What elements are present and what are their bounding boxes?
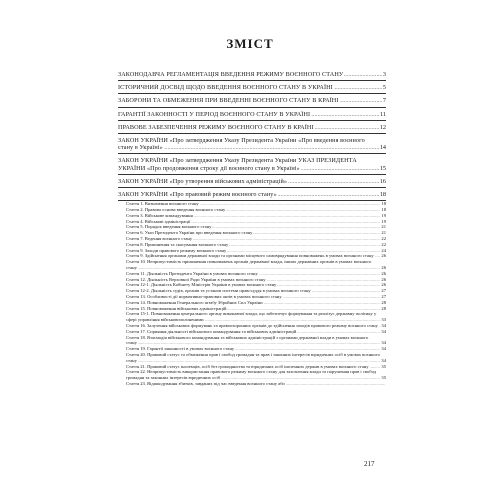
toc-entry-label (118, 191, 379, 198)
toc-entry-page: 26 (381, 276, 386, 282)
toc-entry-page: 26 (381, 270, 386, 276)
toc-entry-page: 15 (379, 164, 386, 172)
toc-entry-text: Стаття 20. Правовий статус та обмеження прав і свобод громадян та прав і законних інтересів юридичних осіб в умовах воєнного стану (126, 351, 380, 363)
toc-entry-label (118, 137, 379, 151)
toc-entry-text: Стаття 10. Неприпустимість припинення повноважень органів державної влади, інших державних органів в умовах воєнного стану (126, 259, 372, 270)
toc-entry-label (118, 111, 379, 118)
toc-section-entry (118, 94, 386, 107)
toc-entry-page: 21 (381, 224, 386, 230)
toc-section-entry (118, 175, 386, 188)
toc-entry-text: Стаття 12-2. Діяльність судів, органів та установ системи правосуддя в умовах воєнного стану (126, 288, 311, 294)
toc-entry-page: 21 (381, 230, 386, 236)
toc-entry-label (118, 124, 379, 131)
toc-entry-label (126, 335, 380, 347)
toc-entry-text: Стаття 17. Сприяння діяльності військового командування та військових адміністрацій (126, 328, 297, 334)
toc-entry-text: Стаття 18. Взаємодія військового командування та військових адміністрацій з органами державної влади в умовах воєнного стану (126, 334, 369, 346)
toc-entry-label (126, 259, 380, 271)
toc-article-entry (118, 381, 386, 387)
toc-article-entry (118, 311, 386, 323)
toc-entry-text: Стаття 7. Ведення воєнного стану (126, 236, 193, 242)
toc-section-entry (118, 68, 386, 81)
toc-entry-text: Стаття 11. Діяльність Президента України в умовах воєнного стану (126, 270, 258, 276)
toc-section-entry (118, 108, 386, 121)
toc-entry-text: Стаття 5. Порядок введення воєнного стану (126, 224, 212, 230)
toc-entry-text: ЗАКОН УКРАЇНИ «Про правовий режим воєнного стану» (118, 191, 277, 199)
toc-article-entry (118, 369, 386, 381)
toc-entry-label (118, 71, 382, 78)
toc-entry-text: Стаття 6. Указ Президента України про введення воєнного стану (126, 230, 253, 236)
toc-entry-text: ЗАБОРОНИ ТА ОБМЕЖЕННЯ ПРИ ВВЕДЕННІ ВОЄННОГО СТАНУ В КРАЇНІ (118, 97, 339, 105)
page-title: ЗМІСТ (226, 36, 274, 51)
toc-entry-text: Стаття 12-1. Діяльність Кабінету Міністрів України в умовах воєнного стану (126, 282, 277, 288)
toc-entry-page: 16 (379, 177, 386, 185)
toc-entry-text: Стаття 22. Неприпустимість використання правового режиму воєнного стану для захоплення влади та порушення прав і свобод громадян та законних інтересів юридичних осіб (126, 369, 377, 381)
page-number: 217 (364, 460, 375, 468)
toc-entry-page: 34 (381, 322, 386, 328)
toc-entry-label (126, 381, 385, 387)
toc-entry-text: ЗАКОН УКРАЇНИ «Про утворення військових адміністрацій» (118, 177, 288, 185)
toc-section-entry (118, 81, 386, 94)
toc-entry-text: Стаття 8. Припинення та скасування воєнного стану (126, 241, 229, 247)
toc-entry-page: 3 (382, 71, 386, 78)
toc-entry-text: ПРАВОВЕ ЗАБЕЗПЕЧЕННЯ РЕЖИМУ ВОЄННОГО СТАНУ В КРАЇНІ (118, 123, 314, 131)
toc-entry-page: 11 (380, 110, 386, 118)
toc-entry-page: 33 (381, 317, 386, 323)
toc-entry-page: 22 (381, 241, 386, 247)
table-of-contents (118, 68, 386, 387)
toc-entry-text: Стаття 15-1. Повноваження центрального органу виконавчої влади, що забезпечує формування та реалізує державну політику у сфері управління військовополоненими (126, 311, 377, 323)
toc-entry-text: Стаття 2. Правова основа введення воєнного стану (126, 207, 226, 213)
toc-section-entry (118, 121, 386, 134)
toc-entry-page: 19 (381, 212, 386, 218)
toc-article-entry (118, 352, 386, 364)
toc-entry-page: 34 (381, 346, 386, 352)
toc-entry-page: 26 (381, 253, 386, 259)
toc-article-entry (118, 259, 386, 271)
toc-entry-text: Стаття 9. Заходи правового режиму воєнного стану (126, 247, 227, 253)
toc-entry-text: Стаття 19. Гарантії законності в умовах воєнного стану (126, 346, 235, 352)
toc-entry-text: ІСТОРИЧНИЙ ДОСВІД ЩОДО ВВЕДЕННЯ ВОЄННОГО СТАНУ В УКРАЇНІ (118, 84, 333, 92)
toc-entry-label (118, 97, 382, 104)
toc-entry-text: Стаття 15. Повноваження військових адміністрацій (126, 305, 227, 311)
toc-entry-page: 5 (382, 84, 386, 92)
toc-entry-page: 34 (381, 340, 386, 346)
toc-entry-page: 26 (381, 265, 386, 270)
toc-entry-text: ЗАКОН УКРАЇНИ «Про затвердження Указу Президента України «Про введення воєнного стану в Україні» (118, 137, 365, 152)
toc-entry-label (126, 323, 380, 329)
toc-article-entry (118, 323, 386, 329)
toc-entry-page: 27 (381, 288, 386, 294)
toc-entry-label (118, 178, 379, 185)
toc-entry-page: 34 (381, 328, 386, 334)
toc-entry-page: 27 (381, 293, 386, 299)
toc-entry-text: Стаття 12. Діяльність Верховної Ради України в умовах воєнного стану (126, 276, 266, 282)
toc-entry-text: Стаття 1. Визначення воєнного стану (126, 201, 199, 207)
toc-entry-text: Стаття 3. Військове командування (126, 212, 193, 218)
toc-entry-page: 12 (379, 123, 386, 131)
toc-entry-page: 18 (381, 207, 386, 213)
toc-entry-label (126, 369, 380, 381)
toc-entry-label (126, 352, 380, 364)
toc-section-entry (118, 154, 386, 174)
toc-entry-text: Стаття 4. Військові адміністрації (126, 218, 191, 224)
toc-entry-page: 7 (382, 97, 386, 105)
toc-entry-page: 35 (381, 375, 386, 381)
toc-entry-label (126, 311, 380, 323)
toc-entry-page: 34 (381, 357, 386, 363)
toc-entry-page: 35 (381, 363, 386, 369)
toc-entry-page: 26 (381, 282, 386, 288)
toc-section-entry (118, 188, 386, 201)
toc-entry-text: Стаття 16. Залучення військових формувань та правоохоронних органів до здійснення заходів правового режиму воєнного стану (126, 322, 378, 328)
toc-entry-page: 28 (381, 299, 386, 305)
toc-entry-page: 28 (381, 305, 386, 311)
toc-entry-text: Стаття 14. Повноваження Генерального штабу Збройних Сил України (126, 299, 263, 305)
toc-entry-page: 18 (381, 201, 386, 207)
toc-entry-text: ЗАКОН УКРАЇНИ «Про затвердження Указу Президента України УКАЗ ПРЕЗИДЕНТА УКРАЇНИ «Про продовження строку дії воєнного стану в Україні» (118, 157, 357, 172)
toc-entry-page: 18 (379, 191, 386, 199)
toc-entry-text: Стаття 13. Особливості дії нормативно-правових актів в умовах воєнного стану (126, 293, 282, 299)
toc-entry-label (118, 84, 382, 91)
toc-entry-page: 19 (381, 218, 386, 224)
toc-entry-text: ГАРАНТІЇ ЗАКОННОСТІ У ПЕРІОД ВОЄННОГО СТАНУ В УКРАЇНІ (118, 110, 311, 118)
toc-entry-text: ЗАКОНОДАВЧА РЕГЛАМЕНТАЦІЯ ВВЕДЕННЯ РЕЖИМУ ВОЄННОГО СТАНУ (118, 71, 344, 78)
toc-section-entry (118, 134, 386, 154)
toc-entry-text: Стаття 9. Здійснення органами державної влади та органами місцевого самоврядування повноважень в умовах воєнного стану (126, 253, 374, 259)
toc-entry-page: 14 (379, 144, 386, 152)
toc-entry-page: 24 (381, 247, 386, 253)
toc-entry-page: 22 (381, 236, 386, 242)
toc-entry-label (118, 157, 379, 171)
toc-article-entry (118, 335, 386, 347)
toc-entry-text: Стаття 23. Відшкодування збитків, завданих під час введення воєнного стану або (126, 380, 285, 386)
toc-entry-text: Стаття 21. Правовий статус іноземців, осіб без громадянства та юридичних осіб іноземних держав в умовах воєнного стану (126, 363, 369, 369)
